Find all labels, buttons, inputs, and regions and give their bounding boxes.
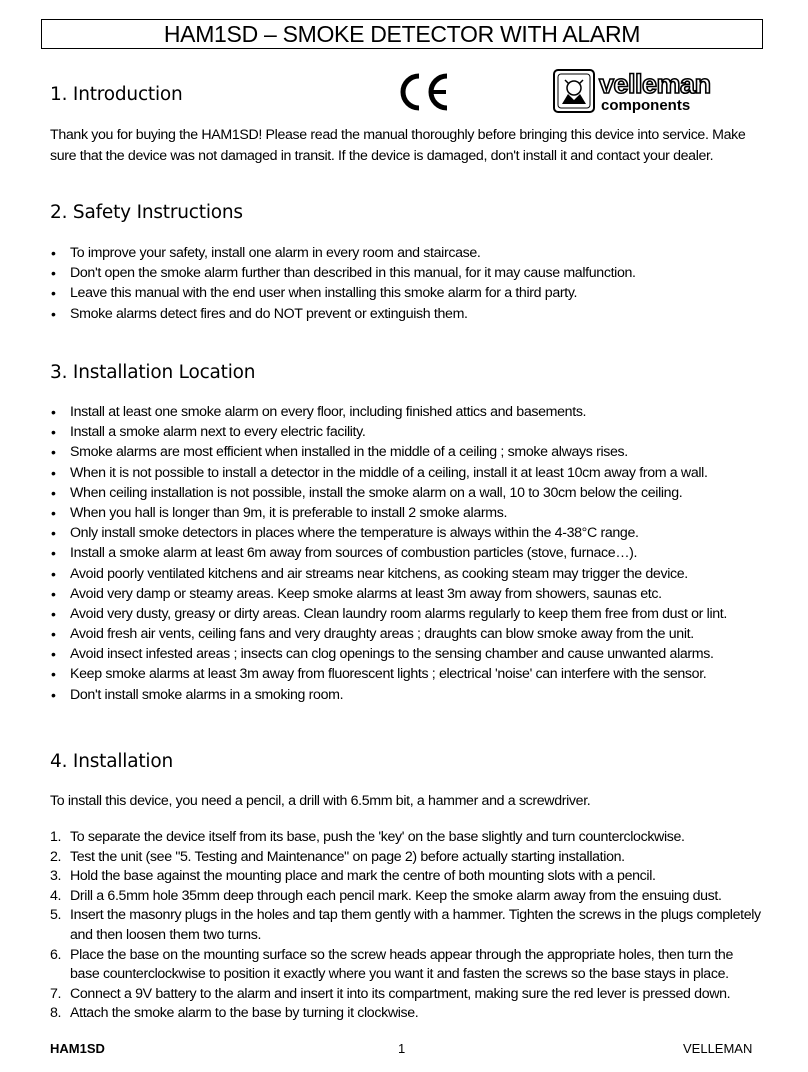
document-title: HAM1SD – SMOKE DETECTOR WITH ALARM [41, 19, 763, 49]
list-item: • Smoke alarms detect fires and do NOT prevent or extinguish them. [50, 304, 765, 324]
list-item: • Leave this manual with the end user when installing this smoke alarm for a third party. [50, 283, 765, 303]
list-item: • Install a smoke alarm next to every electric facility. [50, 422, 765, 442]
list-item: • Avoid insect infested areas ; insects can clog openings to the sensing chamber and cause unwanted alarms. [50, 644, 765, 664]
section-heading-location: 3. Installation Location [50, 362, 256, 383]
list-item: • To improve your safety, install one alarm in every room and staircase. [50, 243, 765, 263]
list-item: • Avoid fresh air vents, ceiling fans and very draughty areas ; draughts can blow smoke away from the unit. [50, 624, 765, 644]
list-item: 7. Connect a 9V battery to the alarm and insert it into its compartment, making sure the red lever is pressed down. [50, 985, 731, 1002]
list-item: 4. Drill a 6.5mm hole 35mm deep through each pencil mark. Keep the smoke alarm away from the ensuing dust. [50, 887, 722, 904]
list-item: 6. Place the base on the mounting surface so the screw heads appear through the appropriate holes, then turn the base counterclockwise to position it exactly where you want it and fasten the screws so the base stays in place. [50, 946, 734, 983]
introduction-text: Thank you for buying the HAM1SD! Please read the manual thoroughly before bringing this device into service. Make sure that the device was not damaged in transit. If the device is damaged, don't install it and contact your dealer. [50, 127, 746, 164]
velleman-logo [553, 68, 743, 114]
list-item: • When it is not possible to install a detector in the middle of a ceiling, install it at least 10cm away from a wall. [50, 463, 765, 483]
list-item: 8. Attach the smoke alarm to the base by turning it clockwise. [50, 1005, 419, 1022]
location-list [50, 402, 765, 705]
installation-steps [50, 828, 765, 1024]
list-item: • Don't install smoke alarms in a smoking room. [50, 685, 765, 705]
ce-mark-icon [395, 70, 455, 114]
footer-brand: VELLEMAN [683, 1041, 753, 1056]
footer-page-number: 1 [398, 1041, 406, 1056]
list-item: 1. To separate the device itself from its base, push the 'key' on the base slightly and turn counterclockwise. [50, 829, 685, 845]
list-item: • Keep smoke alarms at least 3m away from fluorescent lights ; electrical 'noise' can interfere with the sensor. [50, 664, 765, 684]
installation-intro: To install this device, you need a pencil, a drill with 6.5mm bit, a hammer and a screwdriver. [50, 793, 591, 809]
list-item: • Don't open the smoke alarm further than described in this manual, for it may cause malfunction. [50, 263, 765, 283]
list-item: • Only install smoke detectors in places where the temperature is always within the 4-38°C range. [50, 523, 765, 543]
list-item: • Smoke alarms are most efficient when installed in the middle of a ceiling ; smoke always rises. [50, 442, 765, 462]
list-item: • Avoid very dusty, greasy or dirty areas. Clean laundry room alarms regularly to keep them free from dust or lint. [50, 604, 765, 624]
list-item: • Install at least one smoke alarm on every floor, including finished attics and basements. [50, 402, 765, 422]
logo-sub-text: components [601, 97, 691, 114]
list-item: • Avoid poorly ventilated kitchens and air streams near kitchens, as cooking steam may trigger the device. [50, 564, 765, 584]
list-item: 3. Hold the base against the mounting place and mark the centre of both mounting slots with a pencil. [50, 868, 656, 885]
logo-brand-text: velleman [599, 69, 711, 99]
list-item: • When you hall is longer than 9m, it is preferable to install 2 smoke alarms. [50, 503, 765, 523]
footer-model: HAM1SD [50, 1041, 105, 1056]
list-item: • Install a smoke alarm at least 6m away from sources of combustion particles (stove, furnace…). [50, 543, 765, 563]
list-item: • When ceiling installation is not possible, install the smoke alarm on a wall, 10 to 30cm below the ceiling. [50, 483, 765, 503]
section-heading-introduction: 1. Introduction [50, 84, 183, 105]
list-item: • Avoid very damp or steamy areas. Keep smoke alarms at least 3m away from showers, saunas etc. [50, 584, 765, 604]
list-item: 5. Insert the masonry plugs in the holes and tap them gently with a hammer. Tighten the screws in the plugs completely and then loosen them two turns. [50, 907, 761, 943]
section-heading-installation: 4. Installation [50, 751, 173, 772]
safety-list [50, 243, 765, 324]
list-item: 2. Test the unit (see "5. Testing and Maintenance" on page 2) before actually starting installation. [50, 848, 625, 865]
section-heading-safety: 2. Safety Instructions [50, 202, 243, 223]
